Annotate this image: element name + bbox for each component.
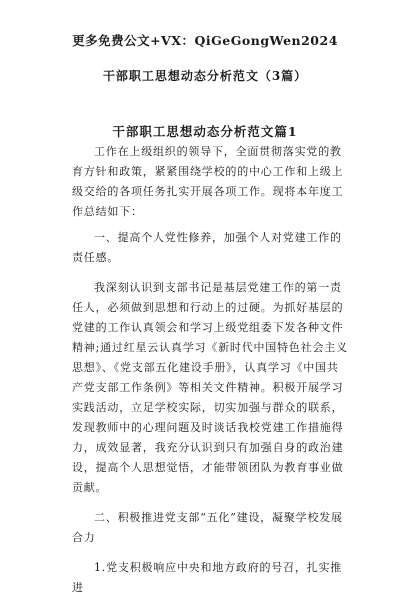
article-body — [72, 142, 348, 598]
document-title: 干部职工思想动态分析范文（3篇） — [102, 69, 308, 83]
section-heading-2: 二、积极推进党支部“五化”建设，凝聚学校发展合力 — [72, 511, 343, 544]
paragraph-item-1: 1.党支积极响应中央和地方政府的号召，扎实推进 — [72, 561, 343, 594]
section-heading-1: 一、提高个人党性修养，加强个人对党建工作的责任感。 — [72, 231, 342, 264]
promo-line: 更多免费公文+VX：QiGeGongWen2024 — [72, 33, 338, 48]
paragraph-intro: 工作在上级组织的领导下，全面贯彻落实党的教育方针和政策，紧紧围绕学校的的中心工作和上级上级交给的各项任务扎实开展各项工作。现将本年度工作总结如下： — [72, 145, 344, 218]
paragraph-body: 我深刻认识到支部书记是基层党建工作的第一责任人，必须做到思想和行动上的过硬。为抓好基层的党建的工作认真领会和学习上级党组委下发各种文件精神;通过红星云认真学习《新时代中国特色社会主义思想》、《党支部五化建设手册》，认真学习《中国共产党支部工作条例》等相关文件精神。积极开展学习实践活动，立足学校实际，切实加强与群众的联系，发现教师中的心理问题及时谈话我校党建工作措施得力，成效显著，我充分认识到只有加强自身的政治建设，提高个人思想觉悟，才能带领团队为教育事业做贡献。 — [72, 281, 348, 494]
article-title: 干部职工思想动态分析范文篇1 — [112, 124, 298, 139]
